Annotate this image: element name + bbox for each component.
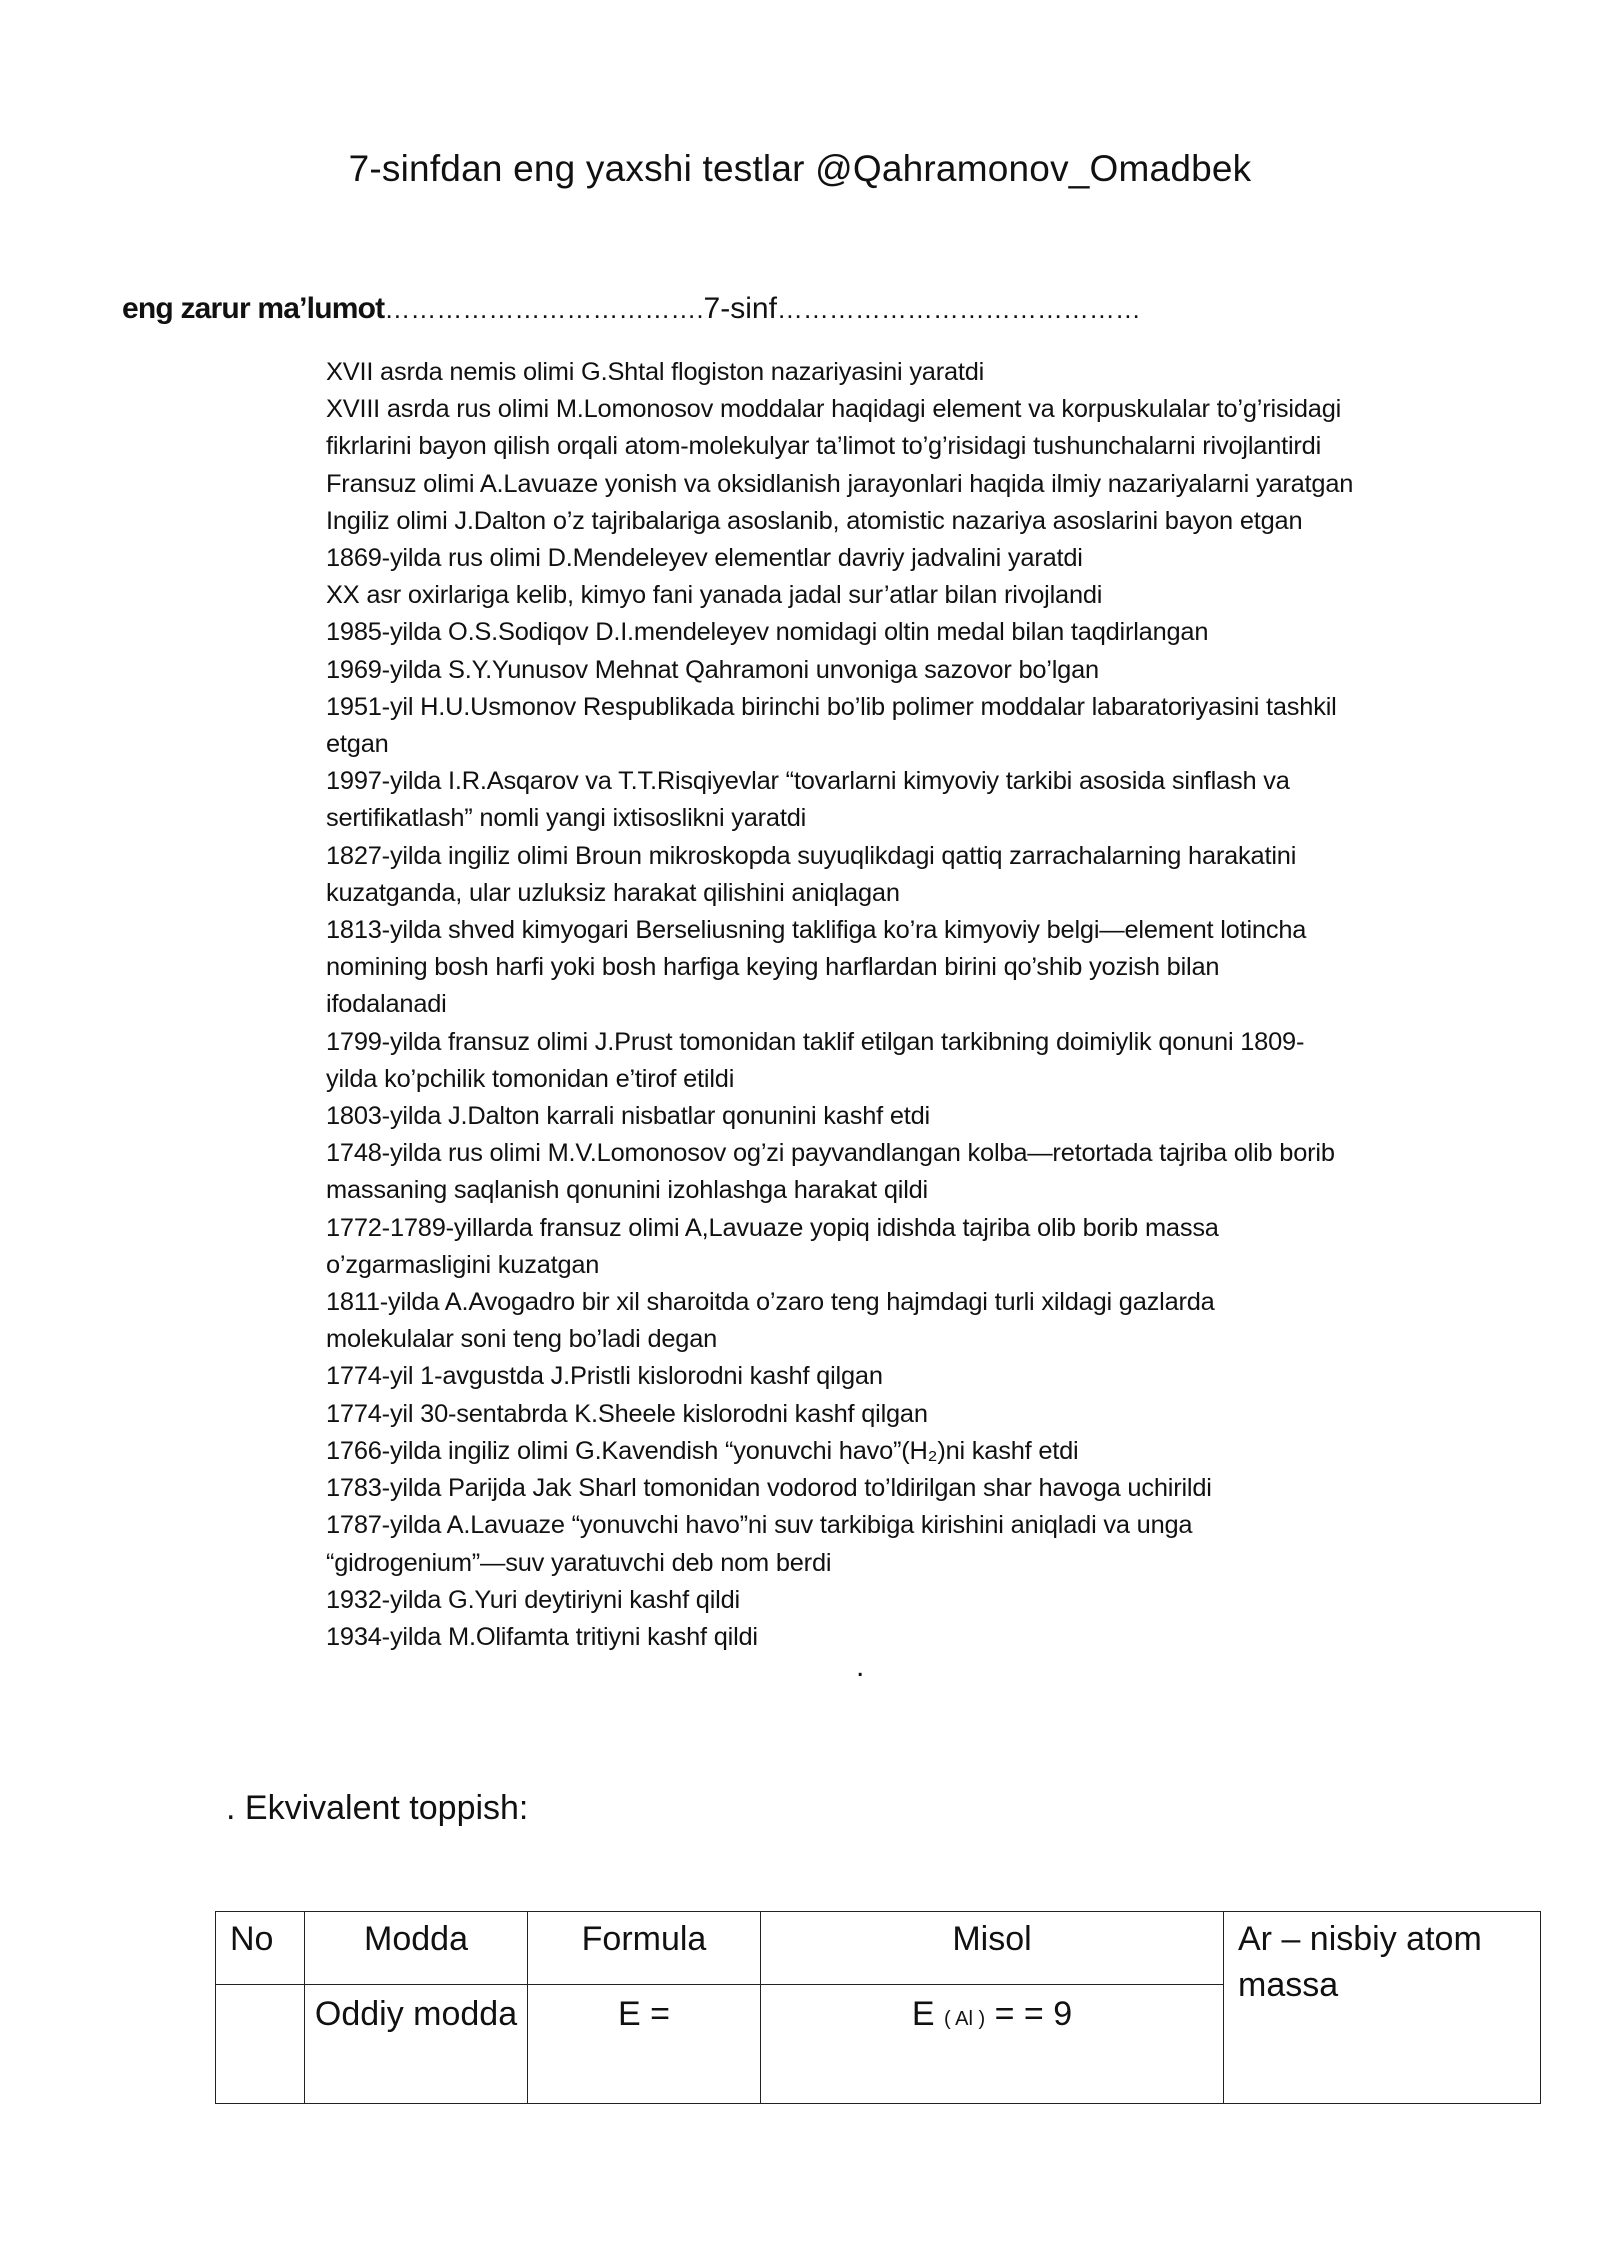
fact-line: Ingiliz olimi J.Dalton o’z tajribalariga asoslanib, atomistic nazariya asoslarini bayon etgan [326,506,1303,535]
heading-grade: 7-sinf [703,292,777,325]
misol-prefix: E [911,1995,935,2033]
fact-line: 1748-yilda rus olimi M.V.Lomonosov og’zi payvandlangan kolba—retortada tajriba olib borib [326,1139,1335,1168]
fact-line: 1969-yilda S.Y.Yunusov Mehnat Qahramoni unvoniga sazovor bo’lgan [326,655,1099,684]
fact-line: ifodalanadi [326,990,447,1019]
fact-line: 1827-yilda ingiliz olimi Broun mikroskopda suyuqlikdagi qattiq zarrachalarning harakatini [326,841,1297,870]
misol-suffix: = = 9 [994,1995,1073,2033]
fact-line: 1774-yil 1-avgustda J.Pristli kislorodni kashf qilgan [326,1362,883,1391]
fact-line: yilda ko’pchilik tomonidan e’tirof etildi [326,1064,735,1093]
fact-line: 1869-yilda rus olimi D.Mendeleyev elementlar davriy jadvalini yaratdi [326,544,1083,573]
heading-bold: eng zarur ma’lumot [122,292,385,325]
facts-list [326,354,1526,1656]
fact-line: 1787-yilda A.Lavuaze “yonuvchi havo”ni suv tarkibiga kirishini aniqladi va unga [326,1511,1193,1540]
fact-line: kuzatganda, ular uzluksiz harakat qilishini aniqlagan [326,878,900,907]
section-title: . Ekvivalent toppish: [226,1789,529,1827]
fact-line: 1774-yil 30-sentabrda K.Sheele kislorodni kashf qilgan [326,1399,928,1428]
misol-subscript: ( Al ) [944,2008,986,2030]
fact-line: 1951-yil H.U.Usmonov Respublikada birinchi bo’lib polimer moddalar labaratoriyasini tashkil [326,692,1337,721]
section-heading [122,292,1141,326]
fact-line: 1766-yilda ingiliz olimi G.Kavendish “yonuvchi havo”(H₂)ni kashf etdi [326,1436,1079,1465]
fact-line: 1932-yilda G.Yuri deytiriyni kashf qildi [326,1585,740,1614]
header-modda: Modda [305,1912,528,1985]
fact-line: 1803-yilda J.Dalton karrali nisbatlar qonunini kashf etdi [326,1102,930,1131]
fact-line: 1985-yilda O.S.Sodiqov D.I.mendeleyev nomidagi oltin medal bilan taqdirlangan [326,618,1209,647]
fact-line: sertifikatlash” nomli yangi ixtisoslikni yaratdi [326,804,807,833]
fact-line: “gidrogenium”—suv yaratuvchi deb nom berdi [326,1548,832,1577]
fact-line: 1997-yilda I.R.Asqarov va T.T.Risqiyevlar “tovarlarni kimyoviy tarkibi asosida sinflash va [326,767,1290,796]
fact-line: XVII asrda nemis olimi G.Shtal flogiston nazariyasini yaratdi [326,358,985,386]
fact-line: XVIII asrda rus olimi M.Lomonosov moddalar haqidagi element va korpuskulalar to’g’risidagi [326,395,1342,424]
fact-line: fikrlarini bayon qilish orqali atom-molekulyar ta’limot to’g’risidagi tushunchalarni rivojlantirdi [326,432,1322,461]
fact-line: massaning saqlanish qonunini izohlashga harakat qildi [326,1176,928,1205]
cell-no [216,1985,305,2104]
fact-line: etgan [326,730,389,759]
document-title: 7-sinfdan eng yaxshi testlar @Qahramonov_Omadbek [348,148,1252,189]
header-no: No [216,1912,305,1985]
cell-formula: E = [528,1985,761,2104]
heading-dots-1: ………………………………. [384,294,704,324]
cell-modda: Oddiy modda [305,1985,528,2104]
fact-line: nomining bosh harfi yoki bosh harfiga keying harflardan birini qo’shib yozish bilan [326,953,1220,982]
table-header-row [216,1912,1541,1985]
heading-dots-2: …………………………………… [776,294,1141,324]
fact-line: 1934-yilda M.Olifamta tritiyni kashf qildi [326,1622,758,1651]
fact-line: 1813-yilda shved kimyogari Berseliusning taklifiga ko’ra kimyoviy belgi—element lotincha [326,916,1307,945]
header-misol: Misol [761,1912,1224,1985]
fact-line: Fransuz olimi A.Lavuaze yonish va oksidlanish jarayonlari haqida ilmiy nazariyalarni yaratgan [326,469,1354,498]
cell-misol [761,1985,1224,2104]
fact-line: 1783-yilda Parijda Jak Sharl tomonidan vodorod to’ldirilgan shar havoga uchirildi [326,1474,1212,1503]
header-formula: Formula [528,1912,761,1985]
fact-line: o’zgarmasligini kuzatgan [326,1250,600,1279]
equivalent-table [215,1911,1541,2104]
fact-line: 1799-yilda fransuz olimi J.Prust tomonidan taklif etilgan tarkibning doimiylik qonuni 1809- [326,1027,1305,1056]
header-ar: Ar – nisbiy atom massa [1224,1912,1541,2104]
fact-line: XX asr oxirlariga kelib, kimyo fani yanada jadal sur’atlar bilan rivojlandi [326,581,1103,610]
fact-line: 1772-1789-yillarda fransuz olimi A,Lavuaze yopiq idishda tajriba olib borib massa [326,1213,1219,1242]
fact-line: molekulalar soni teng bo’ladi degan [326,1325,718,1354]
center-dot: . [856,1650,865,1683]
fact-line: 1811-yilda A.Avogadro bir xil sharoitda o’zaro teng hajmdagi turli xildagi gazlarda [326,1288,1215,1317]
